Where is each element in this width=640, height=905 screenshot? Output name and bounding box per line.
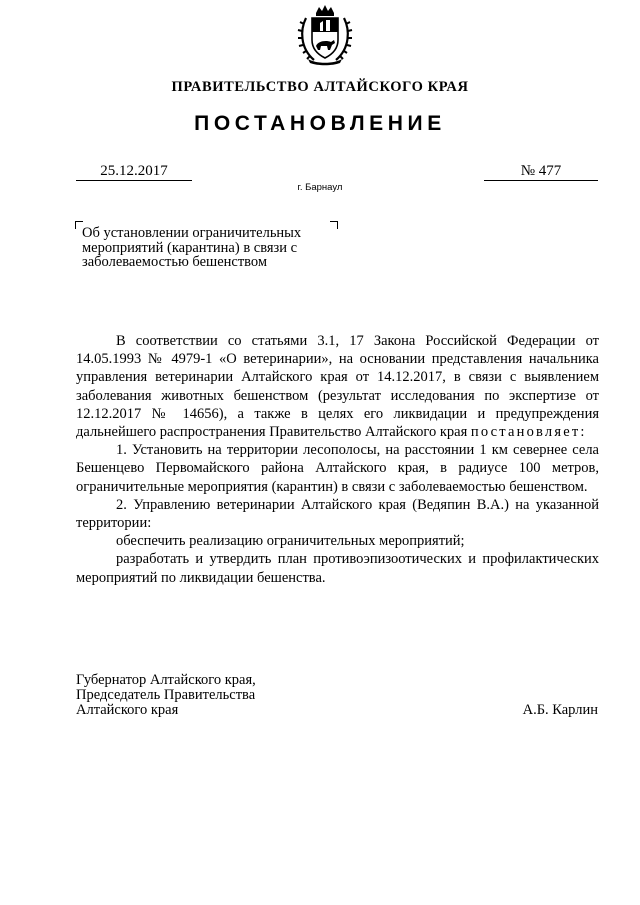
document-subject: [82, 226, 337, 270]
document-number: [484, 162, 598, 181]
subject-line: Об установлении ограничительных: [82, 225, 302, 241]
document-type-title: ПОСТАНОВЛЕНИЕ: [194, 112, 446, 135]
preamble-text: В соответствии со статьями 3.1, 17 Закона Российской Федерации от 14.05.1993 № 4979-1 «О ветеринарии», на основании представления начальника управления ветеринарии Алтайского края от 14.12.2017, в связи с выявлением заболевания животных бешенством (результат исследования по экспертизе от 12.12.2017 № 14656), а также в целях его ликвидации и предупреждения дальнейшего распространения Правительство Алтайского края: [76, 333, 599, 441]
place-of-issue: г. Барнаул: [297, 182, 343, 193]
signatory-position-line: Председатель Правительства: [76, 687, 256, 703]
signatory-name: А.Б. Карлин: [522, 702, 598, 718]
document-number-value: № 477: [520, 163, 562, 179]
subject-line: заболеваемостью бешенством: [82, 254, 268, 270]
signatory-position-line: Алтайского края: [76, 702, 179, 718]
preamble-paragraph: [76, 332, 599, 441]
signatory-position: [76, 673, 256, 718]
item-2: 2. Управлению ветеринарии Алтайского края (Ведяпин В.А.) на указанной территории:: [76, 496, 599, 532]
subject-line: мероприятий (карантина) в связи с: [82, 239, 298, 256]
document-body: [76, 332, 599, 587]
item-1: 1. Установить на территории лесополосы, на расстоянии 1 км севернее села Бешенцево Первомайского района Алтайского края, в радиусе 100 метров, ограничительные мероприятия (карантин) в связи с заболеваемостью бешенством.: [76, 442, 599, 495]
altai-krai-coat-of-arms-icon: [296, 4, 354, 66]
issuing-authority: ПРАВИТЕЛЬСТВО АЛТАЙСКОГО КРАЯ: [171, 79, 469, 95]
document-date-value: 25.12.2017: [100, 163, 168, 179]
signatory-position-line: Губернатор Алтайского края,: [76, 672, 256, 688]
resolves-word: постановляет:: [470, 424, 587, 441]
item-2-subitem-b: разработать и утвердить план противоэпизоотических и профилактических мероприятий по ликвидации бешенства.: [76, 551, 599, 586]
item-2-subitem-a: обеспечить реализацию ограничительных мероприятий;: [116, 533, 465, 550]
document-date: [76, 162, 192, 181]
